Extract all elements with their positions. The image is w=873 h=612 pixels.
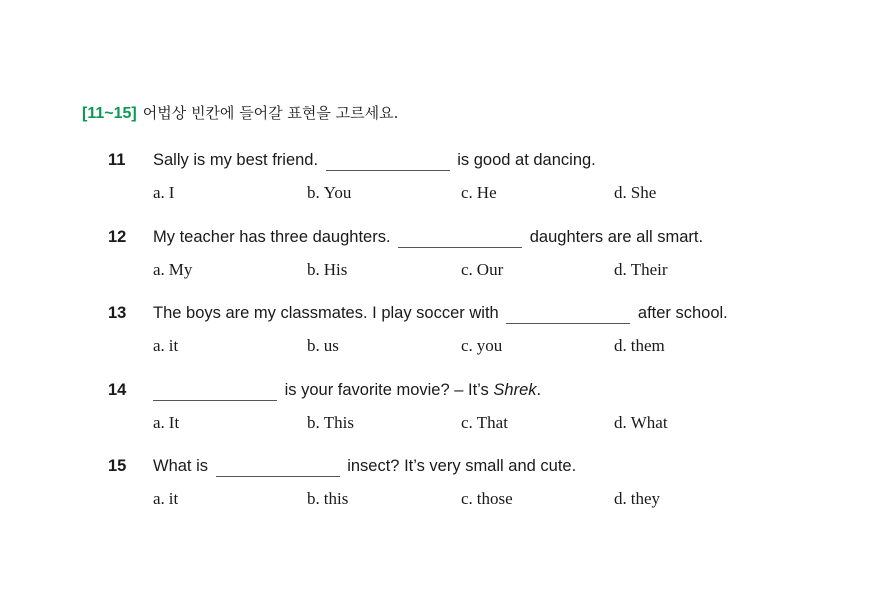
answer-options <box>108 489 808 511</box>
movie-title: Shrek <box>493 381 537 399</box>
option-a[interactable]: a. it <box>153 489 179 508</box>
question-text-tail: . <box>536 381 542 399</box>
question-11 <box>108 151 808 205</box>
question-text-after: is your favorite movie? – It’s <box>284 381 489 399</box>
option-b[interactable]: b. us <box>307 336 339 355</box>
answer-options <box>108 336 808 358</box>
option-a[interactable]: a. it <box>153 336 179 355</box>
option-d[interactable]: d. Their <box>614 260 668 279</box>
question-text <box>153 151 596 171</box>
option-c[interactable]: c. He <box>461 183 497 202</box>
question-number: 15 <box>108 457 127 475</box>
question-12 <box>108 228 808 282</box>
question-text-before: Sally is my best friend. <box>153 151 319 169</box>
question-13 <box>108 304 808 358</box>
question-text-after: daughters are all smart. <box>529 228 704 246</box>
answer-blank <box>216 458 340 477</box>
question-text-before: The boys are my classmates. I play soccer with <box>153 304 499 322</box>
option-b[interactable]: b. This <box>307 413 354 432</box>
option-d[interactable]: d. them <box>614 336 665 355</box>
option-b[interactable]: b. His <box>307 260 348 279</box>
answer-blank <box>506 305 630 324</box>
option-b[interactable]: b. this <box>307 489 349 508</box>
option-a[interactable]: a. It <box>153 413 180 432</box>
answer-options <box>108 260 808 282</box>
answer-blank <box>326 152 450 171</box>
answer-blank <box>153 382 277 401</box>
question-text <box>153 228 703 248</box>
question-text-after: after school. <box>637 304 728 322</box>
option-d[interactable]: d. She <box>614 183 657 202</box>
option-c[interactable]: c. That <box>461 413 508 432</box>
option-a[interactable]: a. I <box>153 183 175 202</box>
question-text-after: is good at dancing. <box>457 151 596 169</box>
answer-options <box>108 413 808 435</box>
option-d[interactable]: d. What <box>614 413 668 432</box>
question-text-before: What is <box>153 457 209 475</box>
question-number: 14 <box>108 381 127 399</box>
question-text-before: My teacher has three daughters. <box>153 228 391 246</box>
question-15 <box>108 457 808 511</box>
answer-blank <box>398 229 522 248</box>
instruction-text: 어법상 빈칸에 들어갈 표현을 고르세요. <box>142 104 399 122</box>
question-number: 12 <box>108 228 127 246</box>
question-text-after: insect? It’s very small and cute. <box>347 457 577 475</box>
option-b[interactable]: b. You <box>307 183 352 202</box>
option-c[interactable]: c. you <box>461 336 503 355</box>
question-text <box>153 457 576 477</box>
question-range: [11~15] <box>82 105 137 122</box>
question-number: 13 <box>108 304 127 322</box>
option-c[interactable]: c. those <box>461 489 513 508</box>
option-d[interactable]: d. they <box>614 489 661 508</box>
option-a[interactable]: a. My <box>153 260 193 279</box>
instruction-heading <box>82 102 398 123</box>
question-text <box>153 304 728 324</box>
question-14 <box>108 381 808 435</box>
question-number: 11 <box>108 151 126 169</box>
question-text <box>153 381 541 401</box>
option-c[interactable]: c. Our <box>461 260 504 279</box>
answer-options <box>108 183 808 205</box>
